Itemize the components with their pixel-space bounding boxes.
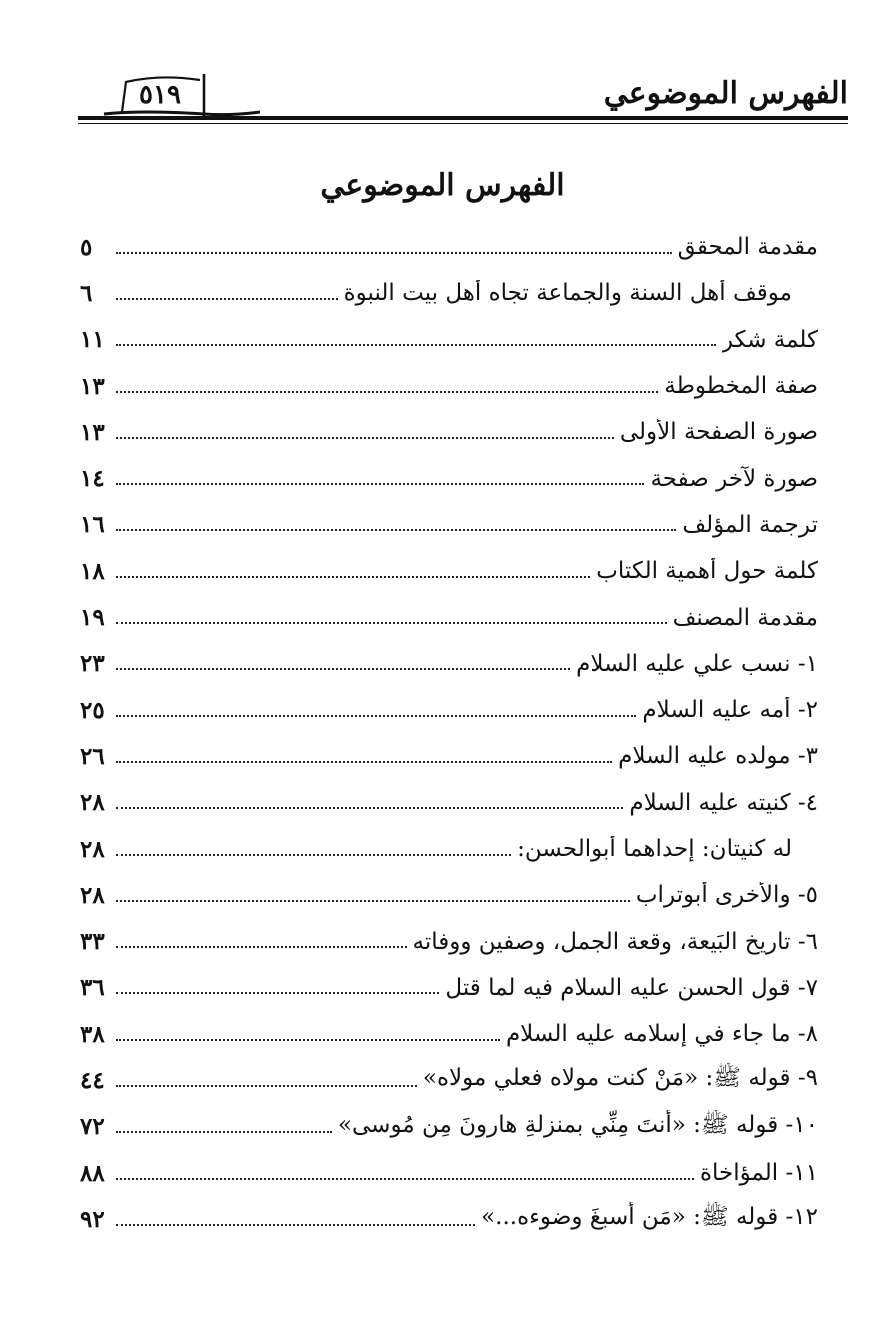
dot-leader [116,760,612,763]
toc-entry[interactable] [80,548,818,594]
toc-entry-label: ٨- ما جاء في إسلامه عليه السلام [505,1021,818,1048]
toc-entry-label: ٢- أمه عليه السلام [642,697,818,724]
toc-entry-page: ٢٨ [80,881,105,909]
toc-entry[interactable] [80,455,818,501]
toc-entry-page: ٦ [80,279,93,307]
dot-leader [116,899,630,902]
dot-leader [116,390,658,393]
toc-entry[interactable] [80,1057,818,1103]
toc-entry-label: ١- نسب علي عليه السلام [576,650,818,677]
toc-entry-label: ٩- قوله ﷺ: «مَنْ كنت مولاه فعلي مولاه» [422,1065,818,1092]
toc-entry[interactable] [80,641,818,687]
dot-leader [116,528,676,531]
toc-entry-label: ٥- والأخرى أبوتراب [635,882,818,909]
toc-entry-page: ٥ [80,233,93,261]
toc-entry-label: ٧- قول الحسن عليه السلام فيه لما قتل [445,974,818,1001]
toc-entry[interactable] [80,687,818,733]
toc-entry-page: ١٤ [80,465,105,493]
running-header-title: الفهرس الموضوعي [603,76,848,111]
running-header [78,58,848,128]
toc-entry-page: ٣٣ [80,928,105,956]
toc-entry[interactable] [80,317,818,363]
toc-entry[interactable] [80,1104,818,1150]
toc-entry-page: ٤٤ [80,1066,105,1094]
toc-entry[interactable] [80,594,818,640]
toc-entry[interactable] [80,872,818,918]
toc-entry[interactable] [80,1011,818,1057]
toc-entry-label: ١٠- قوله ﷺ: «أنتَ مِنِّي بمنزلةِ هارونَ مِن مُوسى» [337,1111,818,1138]
toc-entry[interactable] [80,965,818,1011]
toc-entry-label: له كنيتان: إحداهما أبوالحسن: [517,836,792,862]
toc-entry-label: كلمة شكر [721,326,818,353]
dot-leader [116,1223,475,1226]
toc-entry-page: ٣٦ [80,974,105,1002]
table-of-contents [80,224,818,1243]
toc-entry[interactable] [80,363,818,409]
toc-entry-page: ١١ [80,326,105,354]
dot-leader [116,1130,332,1133]
toc-entry-page: ١٣ [80,418,105,446]
toc-entry[interactable] [80,502,818,548]
toc-entry-page: ٢٦ [80,742,105,770]
dot-leader [116,853,511,856]
toc-entry[interactable] [80,270,818,316]
toc-entry[interactable] [80,733,818,779]
toc-entry-page: ١٣ [80,372,105,400]
dot-leader [116,621,667,624]
toc-entry-page: ٢٨ [80,789,105,817]
toc-entry-page: ٢٣ [80,650,105,678]
dot-leader [116,297,338,300]
toc-entry-page: ١٦ [80,511,105,539]
toc-entry-page: ٧٢ [80,1113,105,1141]
toc-entry-page: ٨٨ [80,1159,105,1187]
header-rule-thin [78,123,848,124]
dot-leader [116,1038,500,1041]
dot-leader [116,714,636,717]
toc-entry[interactable] [80,409,818,455]
dot-leader [116,667,570,670]
toc-entry-page: ٣٨ [80,1020,105,1048]
toc-entry[interactable] [80,780,818,826]
toc-entry-label: ١٢- قوله ﷺ: «مَن أسبغَ وضوءه...» [481,1204,818,1231]
toc-entry-label: ٦- تاريخ البَيعة، وقعة الجمل، وصفين ووفاته [412,928,818,955]
page-number: ٥١٩ [139,80,181,110]
dot-leader [116,482,644,485]
toc-entry-label: ٣- مولده عليه السلام [618,743,818,770]
toc-entry-label: كلمة حول أهمية الكتاب [596,558,818,585]
toc-entry-page: ٩٢ [80,1205,105,1233]
toc-entry-page: ٢٨ [80,835,105,863]
dot-leader [116,1084,417,1087]
toc-entry-label: موقف أهل السنة والجماعة تجاه أهل بيت النبوة [343,280,792,307]
toc-entry-page: ٢٥ [80,696,105,724]
page-title: الفهرس الموضوعي [320,168,565,203]
toc-entry-label: مقدمة المحقق [677,234,818,261]
dot-leader [116,991,439,994]
toc-entry-label: مقدمة المصنف [672,604,818,631]
toc-entry-label: ٤- كنيته عليه السلام [629,789,818,816]
toc-entry[interactable] [80,1196,818,1242]
toc-entry[interactable] [80,224,818,270]
header-rule-thick [78,116,848,120]
toc-entry[interactable] [80,918,818,964]
toc-entry[interactable] [80,826,818,872]
toc-entry-label: ترجمة المؤلف [682,511,818,538]
dot-leader [116,343,716,346]
dot-leader [116,436,614,439]
dot-leader [116,1177,694,1180]
page-number-box [100,70,260,116]
toc-entry-label: صفة المخطوطة [664,373,818,400]
toc-entry-page: ١٨ [80,557,105,585]
toc-entry-label: صورة لآخر صفحة [650,465,818,492]
toc-entry-label: ١١- المؤاخاة [699,1160,818,1187]
dot-leader [116,251,672,254]
toc-entry[interactable] [80,1150,818,1196]
dot-leader [116,806,623,809]
toc-entry-label: صورة الصفحة الأولى [619,419,818,446]
dot-leader [116,945,407,948]
toc-entry-page: ١٩ [80,604,105,632]
dot-leader [116,575,590,578]
